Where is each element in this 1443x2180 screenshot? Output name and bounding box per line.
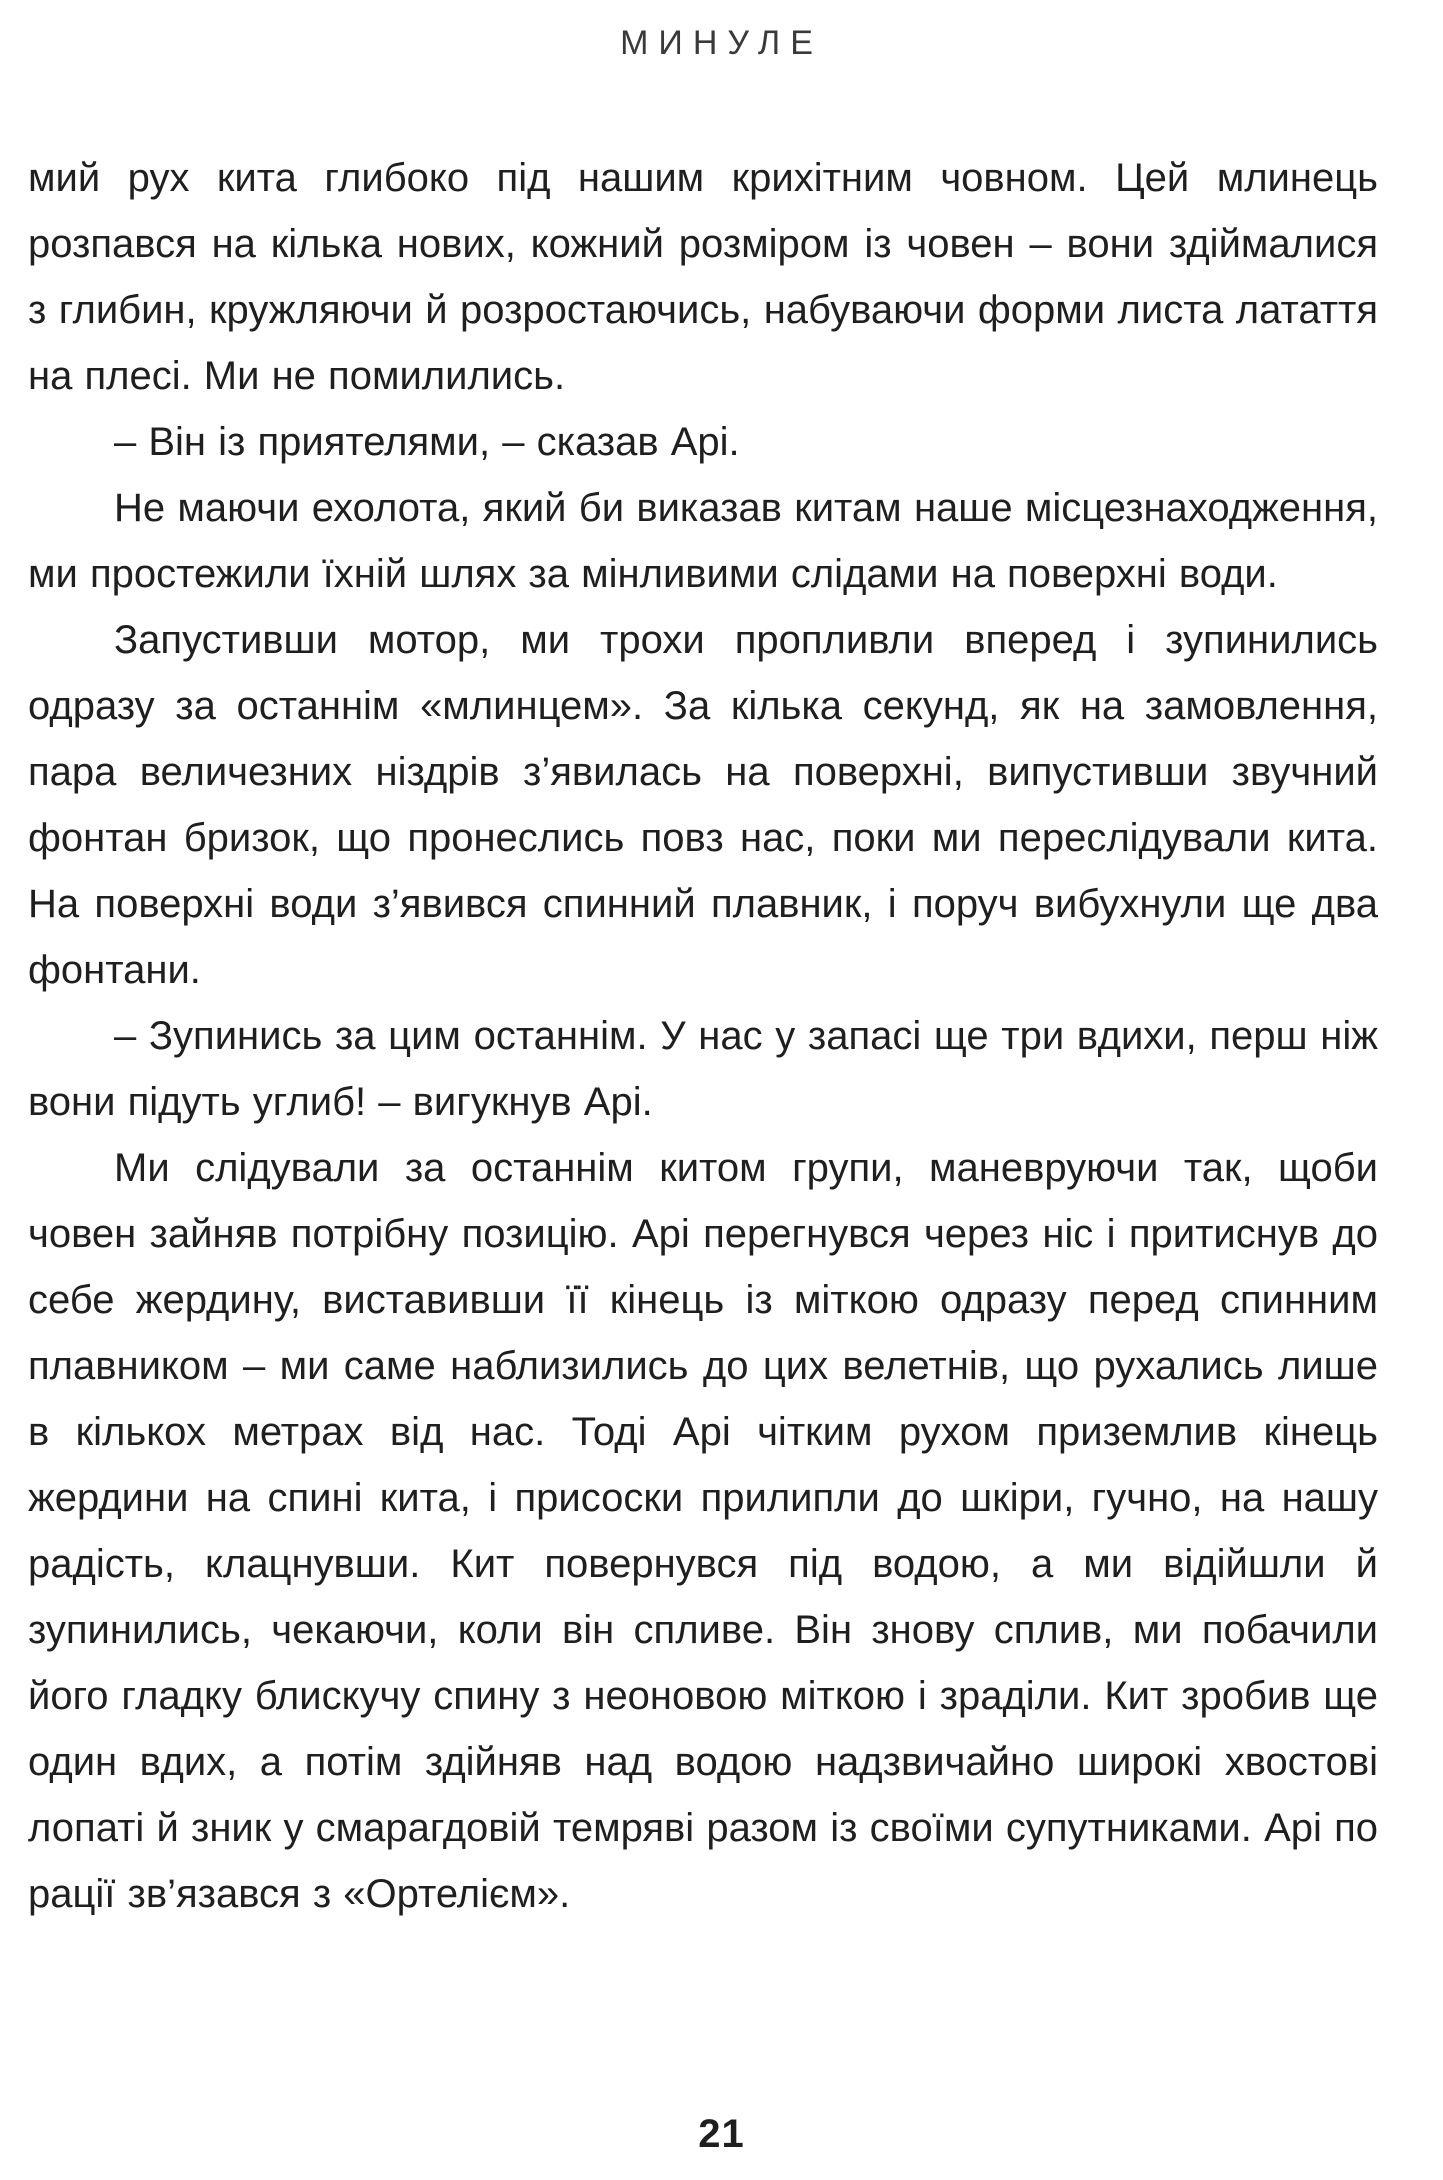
paragraph-continued: мий рух кита глибоко під нашим крихітним човном. Цей млинець розпався на кілька нових, кожний розміром із човен – вони здіймалися з глибин, кружляючи й розростаючись, набуваючи форми листа латаття на плесі. Ми не помилились. xyxy=(28,156,1378,398)
paragraph: Не маючи ехолота, який би виказав китам наше місцезнаходження, ми простежили їхній шлях за мінливими слідами на поверхні води. xyxy=(28,486,1378,596)
dialogue-paragraph: – Зупинись за цим останнім. У нас у запасі ще три вдихи, перш ніж вони підуть углиб! – вигукнув Арі. xyxy=(28,1014,1378,1124)
running-header: МИНУЛЕ xyxy=(620,24,823,62)
paragraph: Ми слідували за останнім китом групи, маневруючи так, щоби човен зайняв потрібну позицію. Арі перегнувся через ніс і притиснув до себе жердину, виставивши її кінець із міткою одразу перед спинним плавником – ми саме наблизились до цих велетнів, що рухались лише в кількох метрах від нас. Тоді Арі чітким рухом приземлив кінець жердини на спині кита, і присоски прилипли до шкіри, гучно, на нашу радість, клацнувши. Кит повернувся під водою, а ми відійшли й зупинились, чекаючи, коли він спливе. Він знову сплив, ми побачили його гладку блискучу спину з неоновою міткою і зраділи. Кит зробив ще один вдих, а потім здійняв над водою надзвичайно широкі хвостові лопаті й зник у смарагдовій темряві разом із своїми супутниками. Арі по рації зв’язався з «Ортелієм». xyxy=(28,1146,1378,1916)
paragraph: Запустивши мотор, ми трохи пропливли вперед і зупинились одразу за останнім «млинцем». За кілька секунд, як на замовлення, пара величезних ніздрів з’явилась на поверхні, випустивши звучний фонтан бризок, що пронеслись повз нас, поки ми переслідували кита. На поверхні води з’явився спинний плавник, і поруч вибухнули ще два фонтани. xyxy=(28,618,1378,992)
dialogue-paragraph: – Він із приятелями, – сказав Арі. xyxy=(114,420,740,464)
body-text xyxy=(28,145,1378,1927)
page-number: 21 xyxy=(698,2112,745,2156)
